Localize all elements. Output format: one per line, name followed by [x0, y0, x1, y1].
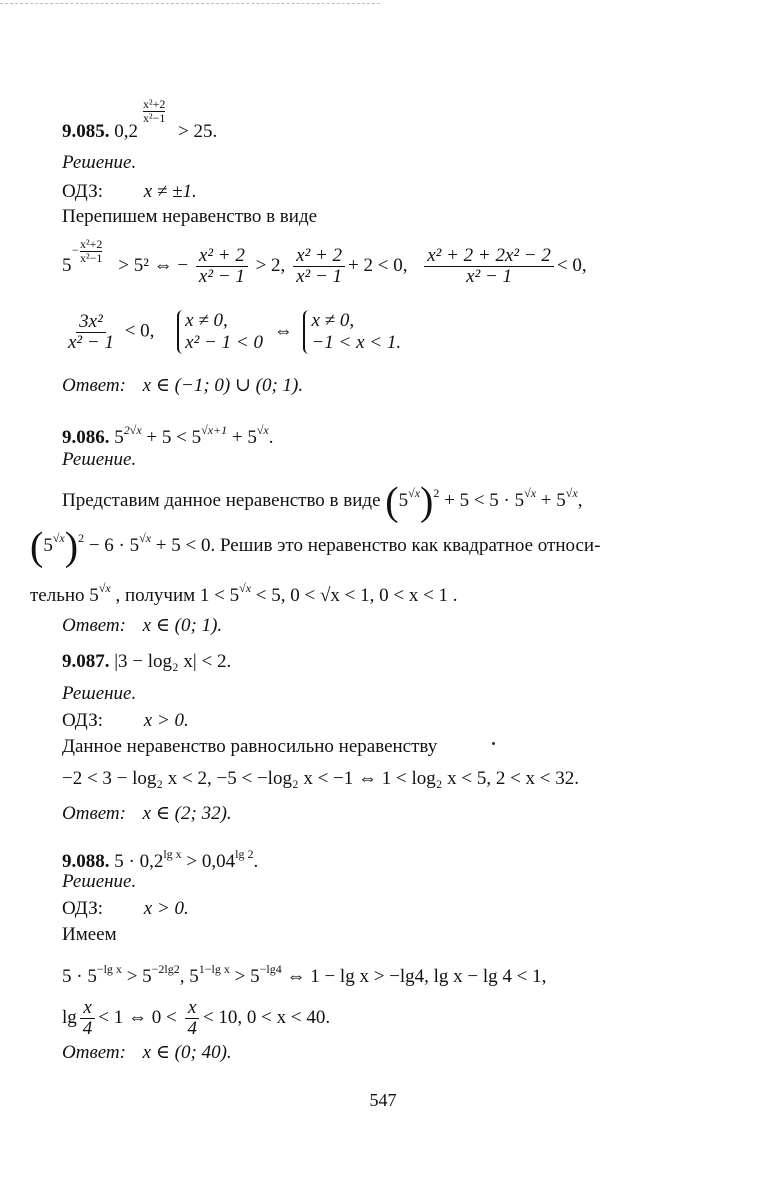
system-2: x ≠ 0, −1 < x < 1.: [303, 310, 401, 354]
answer-label: Ответ:: [62, 375, 126, 396]
expr: < 0,: [556, 254, 587, 276]
answer-label: Ответ:: [62, 1042, 126, 1063]
p085-line2: [62, 310, 407, 354]
p085-answer: [62, 375, 303, 397]
expr: < 0,: [124, 320, 155, 342]
p088-line1: $5 \cdot 5^{-lg x} > 5^{-2lg2}$, $5^{1-lg x} > 5^{-lg4}$ ⇔ 1 − lg x > −lg4, lg x − lg 4 < 1,: [62, 962, 547, 987]
fraction: $\frac{x}{4}$: [184, 998, 200, 1039]
answer-value: x ∈ (0; 1).: [142, 615, 223, 636]
odz-value: x > 0.: [143, 898, 189, 919]
fraction: $\frac{\text{x² + 2}}{\text{x² − 1}}$: [293, 246, 345, 287]
equiv-sign: ⇔: [273, 320, 293, 342]
p088-answer: [62, 1042, 232, 1064]
fraction: $\frac{\text{3x²}}{\text{x² − 1}}$: [68, 310, 114, 353]
odz-value: x > 0.: [143, 710, 189, 731]
problem-number: 9.088.: [62, 851, 110, 872]
odz-value: x ≠ ±1.: [143, 181, 197, 202]
p086-text2: $(5^{√x})^2 - 6 \cdot 5^{√x} + 5 < 0$. Решив это неравенство как квадратное относи-: [30, 523, 601, 569]
fraction: $\frac{\text{x² + 2}}{\text{x² − 1}}$: [196, 246, 248, 287]
expr: + 2 < 0,: [348, 254, 408, 276]
math-line: −2 < 3 − log₂ x < 2, −5 < −log₂ x < −1 ⇔ 1 < log₂ x < 5, 2 < x < 32.: [62, 768, 580, 789]
answer-value: x ∈ (2; 32).: [142, 803, 232, 824]
scan-speck: [492, 742, 495, 745]
p086-text1: Представим данное неравенство в виде $(5^{√x})^2 + 5 < 5 \cdot 5^{√x} + 5^{√x}$,: [62, 478, 583, 524]
answer-label: Ответ:: [62, 803, 126, 824]
text: Имеем: [62, 924, 117, 945]
exp-denominator: x²−1: [143, 111, 166, 125]
solution-label: Решение.: [62, 449, 137, 470]
p088-line2: lg $\frac{x}{4}$ < 1 ⇔ 0 < $\frac{x}{4}$ < 10, 0 < x < 40.: [62, 997, 331, 1039]
statement-rhs: > 25.: [178, 121, 218, 142]
p087-answer: [62, 803, 232, 825]
odz-label: ОДЗ:: [62, 710, 104, 731]
p086-text3: тельно $5^{√x}$ , получим $1 < 5^{√x} < 5$, 0 < √x < 1, 0 < x < 1 .: [30, 581, 458, 606]
statement: |3 − log₂ x| < 2.: [114, 651, 232, 672]
statement-base: 0,2: [114, 121, 138, 142]
solution-label: Решение.: [62, 152, 137, 173]
exp-numerator: x²+2: [80, 237, 103, 251]
p085-line1: [62, 246, 587, 287]
answer-value: x ∈ (0; 40).: [142, 1042, 232, 1063]
system-1: x ≠ 0, x² − 1 < 0: [177, 310, 263, 354]
odz-label: ОДЗ:: [62, 181, 104, 202]
problem-number: 9.086.: [62, 427, 110, 448]
odz-line: [62, 710, 189, 732]
exp-numerator: x²+2: [143, 97, 166, 111]
p088-statement: 9.088. $5 \cdot 0,2^{lg x} > 0,04^{lg 2}$.: [62, 847, 259, 872]
problem-number: 9.087.: [62, 651, 110, 672]
answer-value: x ∈ (−1; 0) ∪ (0; 1).: [142, 375, 304, 396]
answer-label: Ответ:: [62, 615, 126, 636]
odz-line: [62, 898, 189, 920]
solution-label: Решение.: [62, 871, 137, 892]
expr: > 2,: [255, 254, 286, 276]
odz-line: [62, 181, 197, 203]
p085-statement: [62, 121, 217, 143]
solution-label: Решение.: [62, 683, 137, 704]
p085-line1-exponent: − x²+2 x²−1: [72, 237, 103, 265]
page-number: 547: [369, 1090, 397, 1110]
expr: > 5² ⇔ −: [118, 254, 189, 276]
base: 5: [62, 254, 72, 276]
odz-label: ОДЗ:: [62, 898, 104, 919]
text: Данное неравенство равносильно неравенству: [62, 736, 438, 757]
text: Представим данное неравенство в виде: [62, 490, 381, 511]
fraction: $\frac{\text{x² + 2 + 2x² − 2}}{\text{x² − 1}}$: [424, 246, 554, 287]
p087-statement: [62, 651, 231, 673]
scan-edge-line: [0, 3, 380, 5]
p086-answer: [62, 615, 222, 637]
p086-statement: 9.086. $5^{2√x} + 5 < 5^{√x+1} + 5^{√x}$.: [62, 423, 274, 448]
exp-denominator: x²−1: [80, 251, 103, 265]
fraction: $\frac{x}{4}$: [80, 998, 96, 1039]
rewrite-text: Перепишем неравенство в виде: [62, 206, 318, 227]
problem-number: 9.085.: [62, 121, 110, 142]
